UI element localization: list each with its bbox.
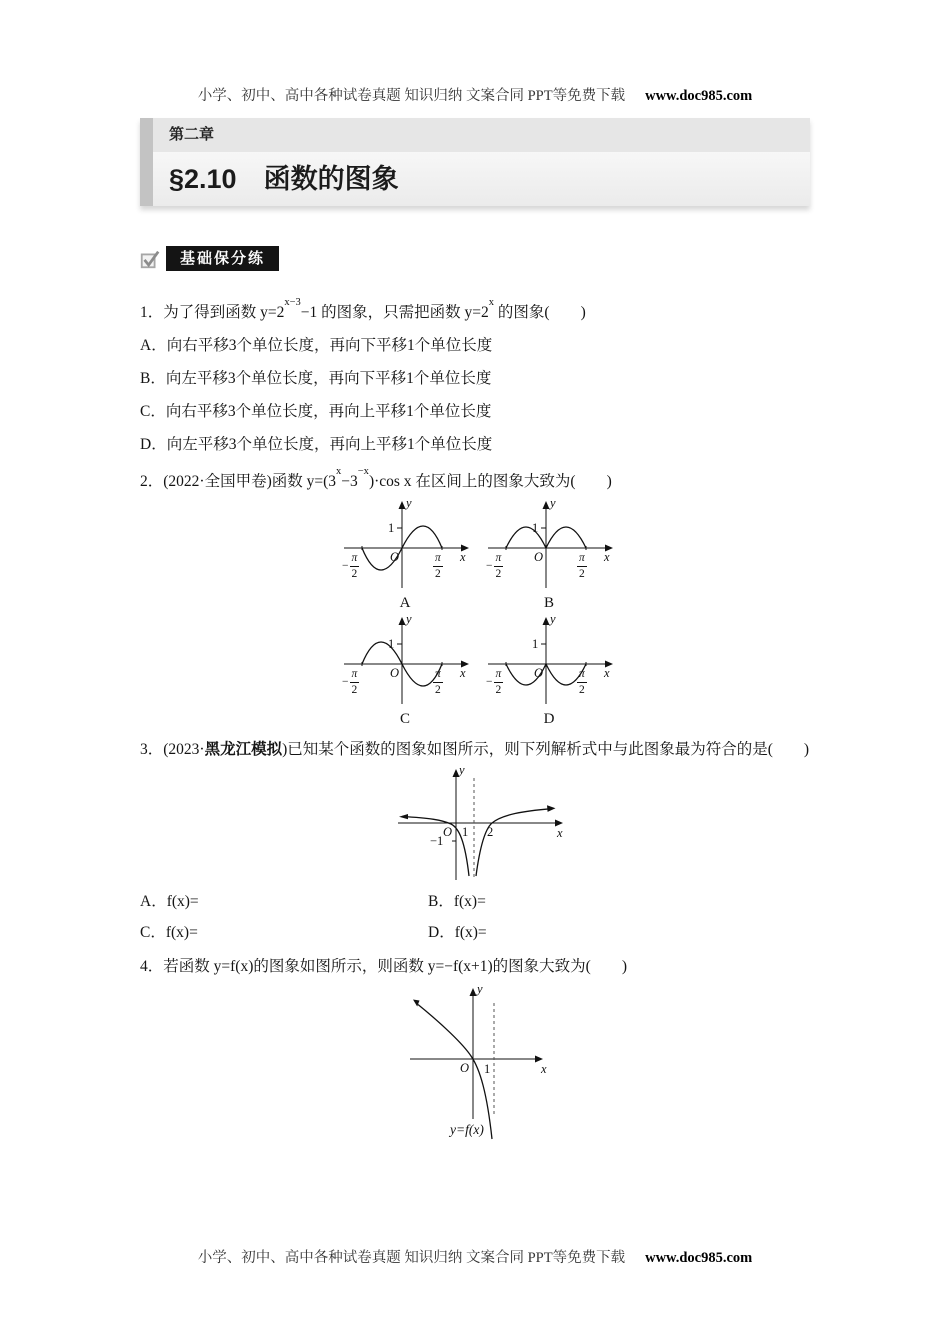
question-2-graph-row-1	[340, 496, 812, 612]
question-4-graph	[408, 982, 558, 1155]
pi-symbol: π	[433, 668, 443, 683]
denominator-two: 2	[351, 567, 358, 580]
graph-a-axes	[340, 500, 470, 592]
question-1-option-c: C．向右平移3个单位长度，再向上平移1个单位长度	[140, 403, 492, 421]
neg-pi-half-label	[486, 552, 503, 580]
origin-label: O	[534, 666, 544, 681]
q1-exponent-1: x−3	[284, 297, 301, 308]
practice-section-badge: 基础保分练	[166, 246, 279, 271]
y-axis-arrow	[543, 617, 550, 625]
q1-exponent-2: x	[488, 297, 495, 308]
graph-b-axes	[484, 500, 614, 592]
y-axis-arrow	[399, 501, 406, 509]
pi-symbol: π	[577, 668, 587, 683]
graph-c-axes	[340, 616, 470, 708]
question-3-options	[140, 886, 812, 948]
graph-d-plot	[484, 612, 614, 708]
minus-one-label: −1	[430, 834, 444, 849]
graph-a-letter: A	[399, 595, 411, 612]
pi-over-two-fraction	[433, 668, 443, 696]
question-3-graph	[396, 763, 566, 882]
one-label: 1	[532, 521, 539, 536]
y-axis-label: y	[477, 982, 483, 997]
denominator-two: 2	[435, 683, 441, 696]
question-3-stem	[140, 733, 812, 766]
pi-over-two-fraction	[494, 668, 504, 696]
y-axis-arrow	[399, 617, 406, 625]
question-1-option-b: B．向左平移3个单位长度，再向下平移1个单位长度	[140, 370, 492, 388]
graph-a-plot	[340, 496, 470, 592]
q3-text-1: 3．(2023·	[140, 741, 205, 759]
question-3-option-c: C．f(x)=	[140, 924, 198, 942]
denominator-two: 2	[579, 683, 585, 696]
pi-over-two-fraction	[577, 552, 587, 580]
neg-pi-half-label	[342, 668, 359, 696]
pi-over-two-fraction	[494, 552, 504, 580]
question-2-graph-row-2	[340, 612, 812, 728]
page-footer	[0, 1246, 950, 1267]
question-1-option-d: D．向左平移3个单位长度，再向上平移1个单位长度	[140, 436, 493, 454]
graph-d-axes	[484, 616, 614, 708]
one-label: 1	[484, 1062, 491, 1077]
origin-label: O	[460, 1061, 470, 1076]
banner-left-stripe	[140, 118, 153, 206]
question-4-stem: 4．若函数 y=f(x)的图象如图所示，则函数 y=−f(x+1)的图象大致为( )	[140, 958, 628, 976]
curve-right-arrow	[547, 806, 556, 813]
pi-symbol: π	[494, 668, 504, 683]
graph-c-plot	[340, 612, 470, 708]
q1-text-1: 1．为了得到函数 y=2	[140, 304, 285, 322]
x-axis-label: x	[460, 666, 466, 681]
two-label: 2	[487, 825, 494, 840]
minus-sign: −	[486, 675, 493, 688]
header-url-link[interactable]: www.doc985.com	[645, 88, 753, 104]
pi-symbol: π	[577, 552, 587, 567]
q2-text-3: )·cos x 在区间上的图象大致为( )	[368, 473, 612, 491]
graph-c-letter: C	[399, 711, 410, 728]
page-header	[0, 84, 950, 105]
neg-pi-half-label	[486, 668, 503, 696]
y-axis-label: y	[550, 612, 556, 627]
origin-label: O	[443, 825, 453, 840]
header-text: 小学、初中、高中各种试卷真题 知识归纳 文案合同 PPT等免费下载	[197, 88, 626, 104]
question-2-stem	[140, 461, 812, 498]
y-axis-arrow	[470, 988, 477, 996]
pi-symbol: π	[433, 552, 443, 567]
denominator-two: 2	[435, 567, 441, 580]
denominator-two: 2	[351, 683, 358, 696]
graph-b-plot	[484, 496, 614, 592]
y-axis-arrow	[543, 501, 550, 509]
one-label: 1	[532, 637, 539, 652]
pi-symbol: π	[350, 552, 360, 567]
denominator-two: 2	[495, 683, 502, 696]
q3-source: 黑龙江模拟	[204, 741, 283, 759]
question-3-option-d: D．f(x)=	[428, 924, 487, 942]
question-1-option-a: A．向右平移3个单位长度，再向下平移1个单位长度	[140, 337, 493, 355]
x-axis-label: x	[604, 550, 610, 565]
graph-option-d	[484, 612, 614, 728]
y-axis-label: y	[406, 496, 412, 511]
denominator-two: 2	[579, 567, 585, 580]
origin-label: O	[390, 666, 400, 681]
graph-option-b	[484, 496, 614, 612]
pi-over-two-fraction	[350, 552, 360, 580]
q1-text-3: 的图象( )	[494, 304, 586, 322]
origin-label: O	[390, 550, 400, 565]
q2-exponent-1: x	[336, 466, 342, 478]
graph-option-a	[340, 496, 470, 612]
q2-text-2: −3	[341, 473, 358, 491]
curve-left-arrow	[399, 814, 408, 819]
question-3-option-a: A．f(x)=	[140, 893, 199, 911]
x-axis-label: x	[541, 1062, 547, 1077]
pi-symbol: π	[494, 552, 504, 567]
q3-text-2: )已知某个函数的图象如图所示，则下列解析式中与此图象最为符合的是( )	[282, 741, 810, 759]
y-axis-label: y	[550, 496, 556, 511]
page-title: §2.10 函数的图象	[153, 152, 810, 206]
pi-over-two-fraction	[577, 668, 587, 696]
minus-sign: −	[486, 559, 493, 572]
y-axis-label: y	[406, 612, 412, 627]
minus-sign: −	[342, 675, 349, 688]
chapter-label: 第二章	[153, 118, 810, 152]
one-label: 1	[388, 521, 395, 536]
checkmark-icon	[139, 248, 161, 270]
graph-option-c	[340, 612, 470, 728]
curve-right-branch	[476, 809, 550, 876]
y-axis-label: y	[459, 763, 465, 778]
q2-text-1: 2．(2022·全国甲卷)函数 y=(3	[140, 473, 337, 491]
x-axis-label: x	[460, 550, 466, 565]
pi-half-label	[576, 552, 587, 580]
denominator-two: 2	[495, 567, 502, 580]
questions-content	[140, 292, 812, 1155]
q3-graph-axes	[396, 768, 566, 882]
pi-half-label	[432, 668, 443, 696]
section-header	[139, 246, 279, 271]
minus-sign: −	[342, 559, 349, 572]
pi-half-label	[432, 552, 443, 580]
footer-text: 小学、初中、高中各种试卷真题 知识归纳 文案合同 PPT等免费下载	[197, 1250, 626, 1266]
banner-rows	[153, 118, 810, 206]
question-1-stem	[140, 292, 812, 329]
pi-over-two-fraction	[433, 552, 443, 580]
chapter-banner	[140, 118, 810, 206]
pi-half-label	[576, 668, 587, 696]
pi-symbol: π	[350, 668, 360, 683]
one-label: 1	[462, 825, 469, 840]
pi-over-two-fraction	[350, 668, 360, 696]
question-3-option-b: B．f(x)=	[428, 893, 486, 911]
graph-d-letter: D	[543, 711, 555, 728]
q1-text-2: −1 的图象，只需把函数 y=2	[300, 304, 489, 322]
x-axis-label: x	[604, 666, 610, 681]
q2-exponent-2: −x	[357, 466, 369, 478]
neg-pi-half-label	[342, 552, 359, 580]
footer-url-link[interactable]: www.doc985.com	[645, 1250, 753, 1266]
one-label: 1	[388, 637, 395, 652]
origin-label: O	[534, 550, 544, 565]
decreasing-curve	[418, 1005, 492, 1140]
x-axis-label: x	[557, 826, 563, 841]
graph-b-letter: B	[543, 595, 554, 612]
curve-equation-label: y=f(x)	[450, 1122, 484, 1138]
